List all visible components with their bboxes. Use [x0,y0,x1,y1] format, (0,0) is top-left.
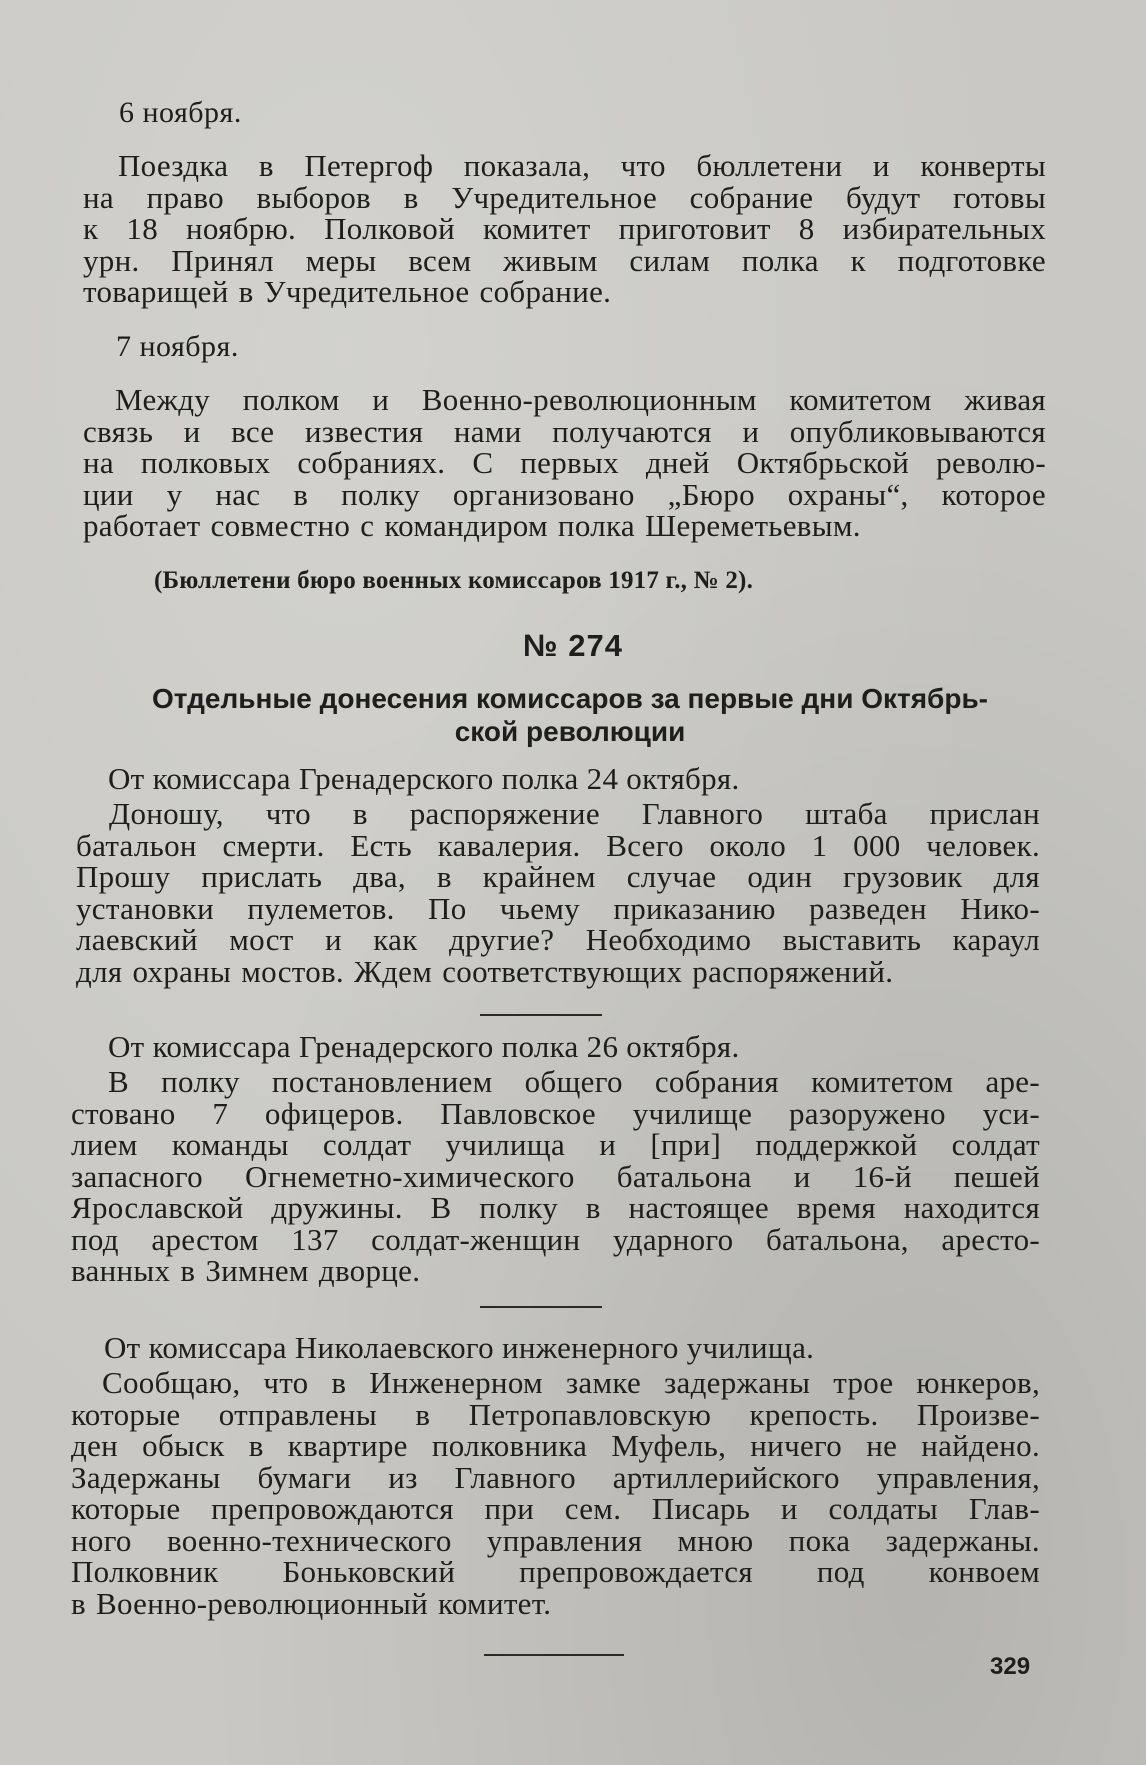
text-line: запасного Огнеметно-химического батальона и 16-й пешей [71,1158,1040,1194]
text-line: Сообщаю, что в Инженерном замке задержаны трое юнкеров, [102,1365,1040,1400]
text-line: связь и все известия нами получаются и опубликовываются [83,413,1046,449]
page-number: 329 [990,1653,1031,1680]
document-title [95,682,1045,748]
text-line: к 18 ноябрю. Полковой комитет приготовит 8 избирательных [83,211,1046,246]
source-citation: (Бюллетени бюро военных комиссаров 1917 г., № 2). [154,567,754,594]
report-paragraph [76,798,1040,987]
report-heading: От комиссара Гренадерского полка 24 октября. [108,761,740,796]
text-line: ванных в Зимнем дворце. [71,1253,421,1288]
text-line: стовано 7 офицеров. Павловское училище разоружено уси- [71,1095,1040,1131]
text-line: Между полком и Военно-революционным комитетом живая [115,382,1046,417]
entry-date: 6 ноября. [119,96,242,129]
text-line: лаевский мост и как другие? Необходимо выставить караул [76,922,1040,957]
text-line: ден обыск в квартире полковника Муфель, ничего не найдено. [71,1428,1040,1463]
text-line: которые отправлены в Петропавловскую крепость. Произве- [71,1396,1040,1432]
text-line: Полковник Боньковский препровождается под конвоем [71,1554,1040,1589]
text-line: Задержаны бумаги из Главного артиллерийского управления, [71,1459,1040,1495]
text-line: В полку постановлением общего собрания комитетом аре- [108,1064,1040,1099]
text-line: Ярославской дружины. В полку в настоящее время находится [71,1190,1040,1225]
section-divider [484,1654,624,1656]
text-line: батальон смерти. Есть кавалерия. Всего около 1 000 человек. [76,827,1040,863]
entry-paragraph [83,150,1046,308]
entry-date: 7 ноября. [116,330,239,363]
text-line: в Военно-революционный комитет. [71,1585,552,1621]
text-line: для охраны мостов. Ждем соответствующих распоряжений. [76,953,894,989]
text-line: Поездка в Петергоф показала, что бюллетени и конверты [118,148,1046,183]
title-line: Отдельные донесения комиссаров за первые дни Октябрь- [151,683,988,714]
text-line: товарищей в Учредительное собрание. [83,274,612,309]
text-line: на полковых собраниях. С первых дней Октябрьской револю- [83,445,1046,480]
report-heading: От комиссара Николаевского инженерного училища. [104,1330,815,1365]
section-divider [480,1306,602,1308]
text-line: под арестом 137 солдат-женщин ударного батальона, аресто- [71,1221,1040,1257]
report-paragraph [71,1367,1040,1619]
text-line: на право выборов в Учредительное собрание будут готовы [83,179,1046,215]
text-line: лием команды солдат училища и [при] поддержкой солдат [71,1127,1040,1162]
text-line: Прошу прислать два, в крайнем случае один грузовик для [76,859,1040,894]
report-heading: От комиссара Гренадерского полка 26 октября. [108,1029,740,1064]
text-line: которые препровождаются при сем. Писарь и солдаты Глав- [71,1491,1040,1526]
report-paragraph [71,1066,1040,1287]
document-number: № 274 [523,628,623,663]
section-divider [480,1014,602,1016]
entry-paragraph [83,384,1046,542]
text-line: Доношу, что в распоряжение Главного штаба прислан [109,796,1040,831]
text-line: работает совместно с командиром полка Шереметьевым. [83,508,861,543]
text-line: ции у нас в полку организовано „Бюро охраны“, которое [83,476,1046,512]
title-line: ской революции [454,716,686,747]
text-line: ного военно-технического управления мною пока задержаны. [71,1522,1040,1558]
text-line: урн. Принял меры всем живым силам полка к подготовке [83,242,1046,278]
text-line: установки пулеметов. По чьему приказанию разведен Нико- [76,890,1040,926]
